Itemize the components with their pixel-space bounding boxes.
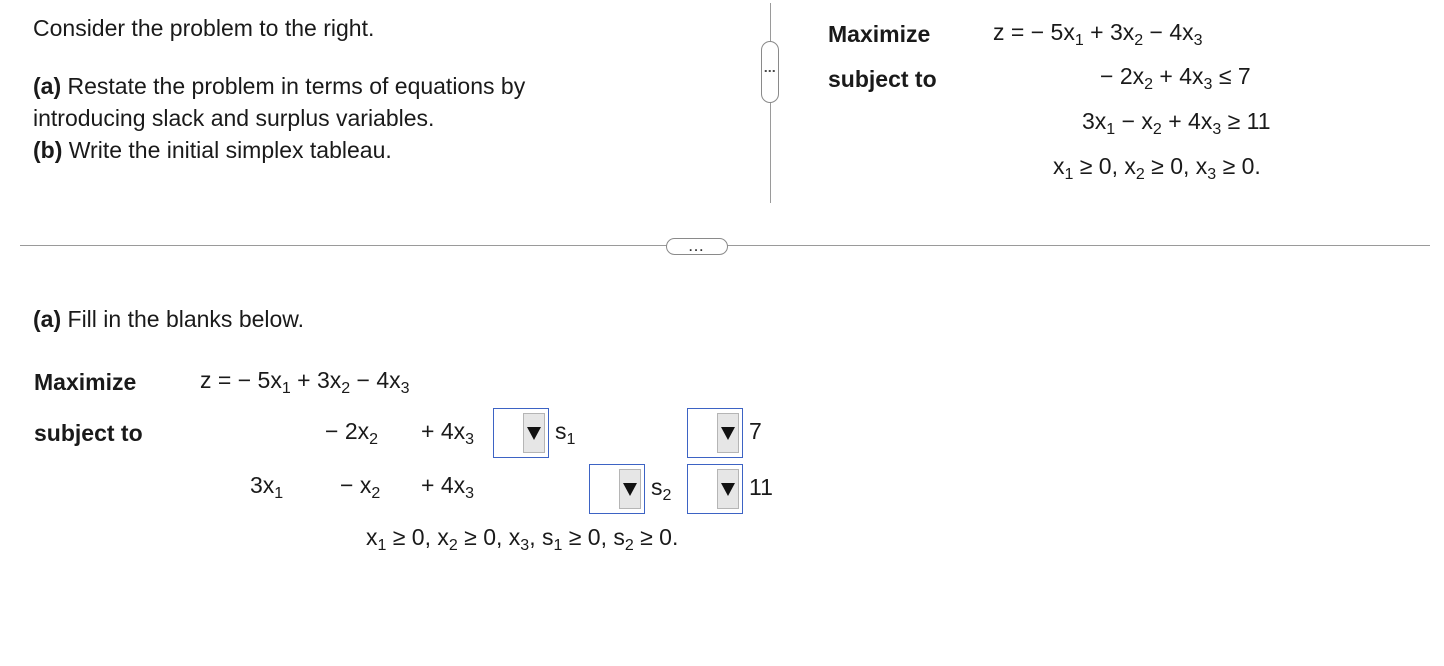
intro-text: Consider the problem to the right. <box>33 15 375 41</box>
relation-2-dropdown[interactable] <box>687 464 743 514</box>
part-a-label: (a) <box>33 73 62 99</box>
answer-part-label: (a) <box>33 306 62 332</box>
vertical-resize-handle[interactable] <box>761 41 779 103</box>
answer-objective: z = − $5x_1 + 3x_2 - 4x_3$ <box>200 367 410 397</box>
row2-x3-term: + $4x_3$ <box>421 472 475 502</box>
problem-subject-to-label: subject to <box>828 66 937 92</box>
row1-rhs: 7 <box>749 418 762 444</box>
vertical-divider <box>770 3 771 203</box>
dropdown-button[interactable] <box>619 469 641 509</box>
answer-subject-to-label: subject to <box>34 420 143 446</box>
problem-constraint-1: − $2x_2 + 4x_3 \le 7$ <box>1100 63 1251 93</box>
dropdown-button[interactable] <box>717 469 739 509</box>
part-a-text-cont: introducing slack and surplus variables. <box>33 105 435 131</box>
row2-x2-term: − $x_2$ <box>340 472 381 502</box>
row2-s2-term: $s_2$ <box>651 474 672 504</box>
triangle-down-icon <box>527 427 541 440</box>
row1-x2-term: − $2x_2$ <box>325 418 379 448</box>
problem-objective: z = − $5x_1 + 3x_2 - 4x_3$ <box>993 19 1203 49</box>
part-a-text: Restate the problem in terms of equations by <box>61 73 526 99</box>
answer-nonnegativity: $x_1 \ge 0$, $x_2 \ge 0$, $x_3$, $s_1 \ge 0$, $s_2 \ge 0$. <box>366 524 679 554</box>
part-b-label: (b) <box>33 137 63 163</box>
surplus-sign-dropdown[interactable] <box>589 464 645 514</box>
row2-rhs: 11 <box>749 474 773 500</box>
dropdown-button[interactable] <box>523 413 545 453</box>
triangle-down-icon <box>721 427 735 440</box>
relation-1-dropdown[interactable] <box>687 408 743 458</box>
triangle-down-icon <box>623 483 637 496</box>
slack-sign-dropdown[interactable] <box>493 408 549 458</box>
problem-constraint-2: $3x_1 - x_2 + 4x_3 \ge 11$ <box>1082 108 1271 138</box>
problem-nonnegativity: $x_1 \ge 0$, $x_2 \ge 0$, $x_3 \ge 0$. <box>1053 153 1261 183</box>
vertical-handle-dots: ⋮ <box>763 65 777 79</box>
row2-x1-term: $3x_1$ <box>250 472 284 502</box>
answer-maximize-label: Maximize <box>34 369 137 395</box>
problem-maximize-label: Maximize <box>828 21 931 47</box>
dropdown-button[interactable] <box>717 413 739 453</box>
row1-s1-term: $s_1$ <box>555 418 576 448</box>
horizontal-resize-handle[interactable] <box>666 238 728 255</box>
triangle-down-icon <box>721 483 735 496</box>
row1-x3-term: + $4x_3$ <box>421 418 475 448</box>
part-b-text: Write the initial simplex tableau. <box>62 137 392 163</box>
instructions-block <box>33 70 525 166</box>
answer-instruction-text: Fill in the blanks below. <box>61 306 305 332</box>
horizontal-handle-dots: ... <box>688 239 705 254</box>
answer-instruction <box>33 303 304 335</box>
